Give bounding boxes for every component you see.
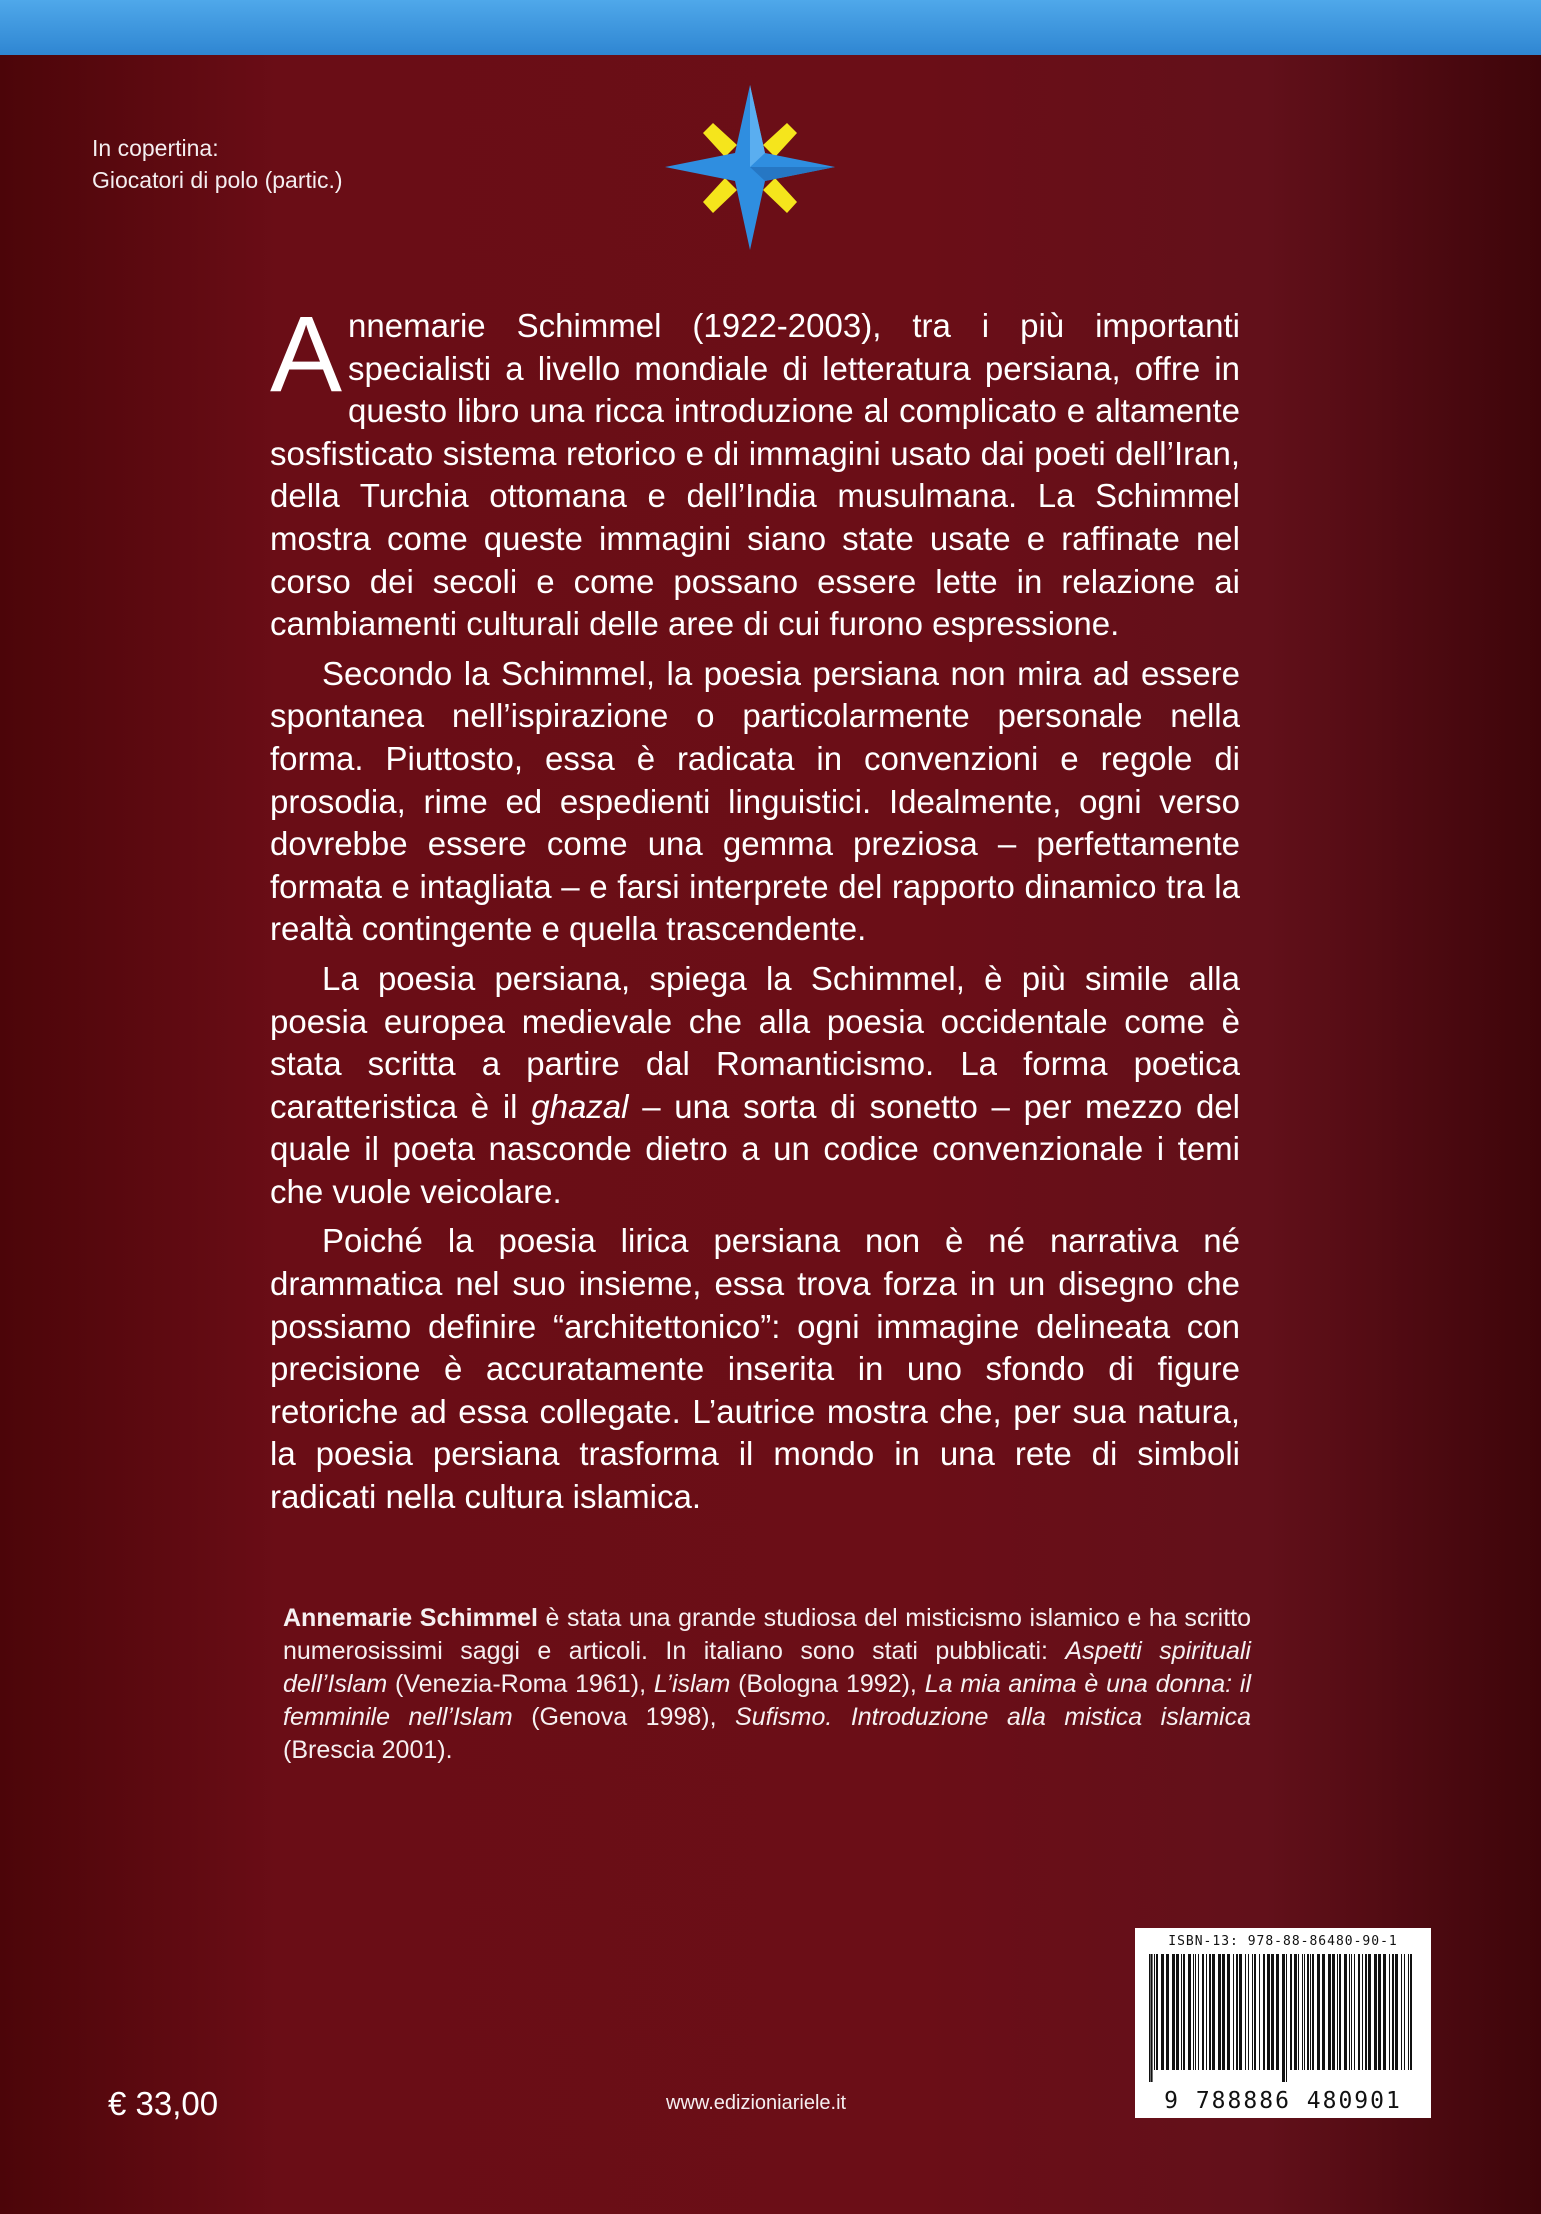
isbn-label: ISBN-13: 978-88-86480-90-1 — [1168, 1934, 1398, 1949]
description-paragraph-3 — [270, 958, 1240, 1214]
description-paragraph-4: Poiché la poesia lirica persiana non è né narrativa né drammatica nel suo insieme, essa trova forza in un disegno che possiamo definire “architettonico”: ogni immagine delineata con precisione è accuratamente inserita in uno sfondo di figure retoriche ad essa collegate. L’autrice mostra che, per sua natura, la poesia persiana trasforma il mondo in una rete di simboli radicati nella cultura islamica. — [270, 1222, 1240, 1516]
description-paragraph-1 — [270, 293, 1240, 646]
cover-credit-label: In copertina: — [92, 135, 219, 161]
book-title-1: Aspetti spirituali dell’Islam — [283, 1637, 1251, 1698]
cover-credit — [92, 132, 343, 196]
barcode-bars — [1145, 1954, 1421, 2082]
description-paragraph-2: Secondo la Schimmel, la poesia persiana non mira ad essere spontanea nell’ispirazione o particolarmente personale nella forma. Piuttosto, essa è radicata in convenzioni e regole di prosodia, rime ed espedienti linguistici. Idealmente, ogni verso dovrebbe essere come una gemma preziosa – perfettamente formata e intagliata – e farsi interprete del rapporto dinamico tra la realtà contingente e quella trascendente. — [270, 654, 1240, 948]
publisher-website: www.edizioniariele.it — [666, 2092, 847, 2114]
book-title-2: L’islam — [653, 1670, 731, 1698]
isbn-digits: 9 788886 480901 — [1164, 2088, 1402, 2114]
book-info-1: (Venezia-Roma 1961), — [387, 1670, 654, 1698]
drop-cap-letter: A — [270, 293, 343, 414]
isbn-barcode — [1135, 1928, 1431, 2118]
bio-intro: è stata una grande studiosa del misticismo islamico e ha scritto numerosissimi saggi e articoli. In italiano sono stati pubblicati: — [283, 1604, 1251, 1665]
price: € 33,00 — [108, 2085, 219, 2122]
ghazal-term: ghazal — [531, 1087, 629, 1125]
top-blue-band — [0, 0, 1541, 55]
main-description — [270, 293, 1240, 1526]
book-info-2: (Bologna 1992), — [730, 1670, 925, 1698]
paragraph-3-text-start: La poesia persiana, spiega la Schimmel, è più simile alla poesia europea medievale che alla poesia occidentale come è stata scritta a partire dal Romanticismo. La forma poetica caratteristica è il — [270, 959, 1240, 1125]
book-info-4: (Brescia 2001). — [283, 1736, 453, 1764]
book-title-3: La mia anima è una donna: il femminile nell’Islam — [283, 1670, 1251, 1731]
author-bio — [283, 1602, 1251, 1767]
compass-star-icon — [665, 85, 835, 250]
author-name: Annemarie Schimmel — [283, 1604, 538, 1632]
paragraph-3-text-end: – una sorta di sonetto – per mezzo del quale il poeta nasconde dietro a un codice convenzionale i temi che vuole veicolare. — [270, 1087, 1240, 1210]
cover-credit-title: Giocatori di polo (partic.) — [92, 167, 343, 193]
paragraph-1-text: nnemarie Schimmel (1922-2003), tra i più importanti specialisti a livello mondiale di letteratura persiana, offre in questo libro una ricca introduzione al complicato e altamente sosfisticato sistema retorico e di immagini usato dai poeti dell’Iran, della Turchia ottomana e dell’India musulmana. La Schimmel mostra come queste immagini siano state usate e raffinate nel corso dei secoli e come possano essere lette in relazione ai cambiamenti culturali delle aree di cui furono espressione. — [270, 307, 1240, 643]
book-info-3: (Genova 1998), — [512, 1703, 736, 1731]
author-bio-text — [283, 1602, 1251, 1767]
book-title-4: Sufismo. Introduzione alla mistica islamica — [735, 1703, 1251, 1731]
